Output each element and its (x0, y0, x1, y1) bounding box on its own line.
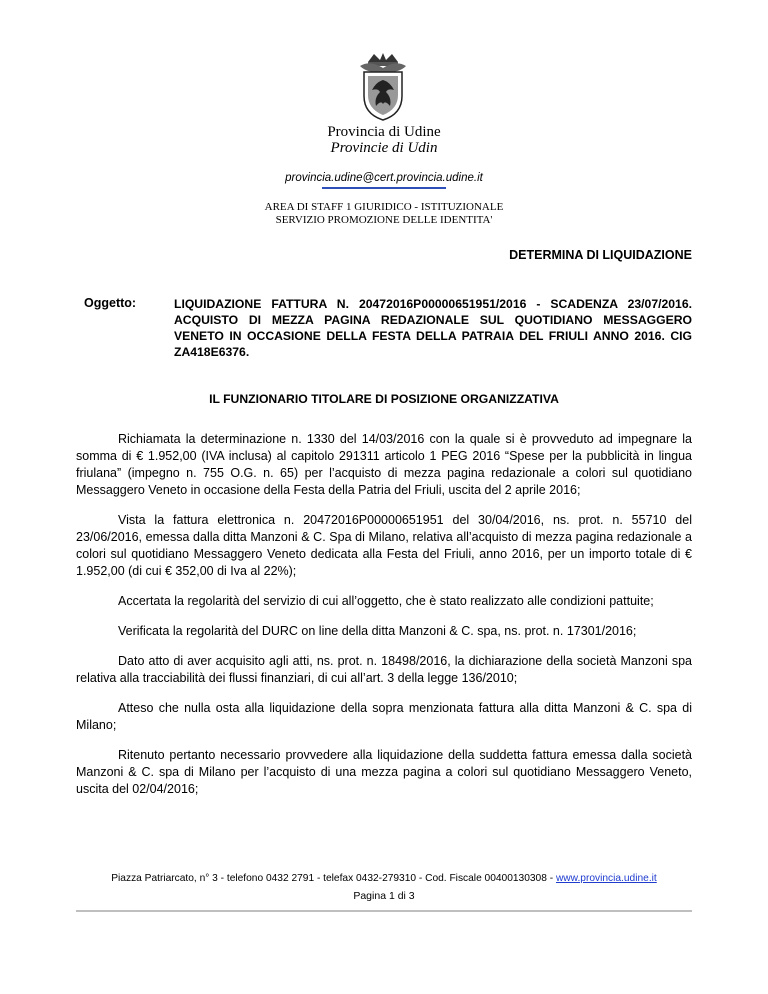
document-body (76, 431, 692, 811)
body-paragraph: Ritenuto pertanto necessario provvedere alla liquidazione della suddetta fattura emessa dalla società Manzoni & C. spa di Milano per l’acquisto di una mezza pagina a colori sul quotidiano Messaggero Veneto, uscita del 02/04/2016; (76, 748, 692, 796)
body-paragraph: Verificata la regolarità del DURC on line della ditta Manzoni & C. spa, ns. prot. n. 17301/2016; (118, 624, 637, 638)
department-line-1: AREA DI STAFF 1 GIURIDICO - ISTITUZIONALE (264, 201, 504, 213)
website-link[interactable]: www.provincia.udine.it (555, 873, 657, 884)
subject-text: LIQUIDAZIONE FATTURA N. 20472016P00000651951/2016 - SCADENZA 23/07/2016. ACQUISTO DI MEZZA PAGINA REDAZIONALE SUL QUOTIDIANO MESSAGGERO VENETO IN OCCASIONE DELLA FESTA DELLA PATRAIA DEL FRIULI ANNO 2016. CIG ZA418E6376. (174, 297, 692, 359)
footer-divider (76, 910, 692, 912)
organization-name: Provincia di Udine (327, 124, 441, 140)
body-paragraph: Vista la fattura elettronica n. 20472016P00000651951 del 30/04/2016, ns. prot. n. 55710 del 23/06/2016, emessa dalla ditta Manzoni & C. Spa di Milano, relativa all’acquisto di mezza pagina redazionale a colori sul quotidiano Messaggero Veneto dedicata alla Festa del Friuli, anno 2016, per un importo totale di € 1.952,00 (di cui € 352,00 di Iva al 22%); (76, 513, 692, 578)
subject-label: Oggetto: (84, 296, 137, 310)
coat-of-arms-icon (350, 52, 416, 122)
footer-address-text: Piazza Patriarcato, n° 3 - telefono 0432 2791 - telefax 0432-279310 - Cod. Fiscale 00400130308 - (111, 873, 556, 884)
document-type: DETERMINA DI LIQUIDAZIONE (509, 248, 692, 262)
footer-address (0, 873, 768, 884)
page-number: Pagina 1 di 3 (353, 890, 415, 902)
official-title: IL FUNZIONARIO TITOLARE DI POSIZIONE ORGANIZZATIVA (209, 392, 559, 406)
header-divider (322, 187, 446, 189)
organization-name-friulian: Provincie di Udin (330, 140, 438, 156)
department-line-2: SERVIZIO PROMOZIONE DELLE IDENTITA' (275, 214, 493, 226)
body-paragraph: Atteso che nulla osta alla liquidazione della sopra menzionata fattura alla ditta Manzoni & C. spa di Milano; (76, 701, 692, 732)
body-paragraph: Dato atto di aver acquisito agli atti, ns. prot. n. 18498/2016, la dichiarazione della società Manzoni spa relativa alla tracciabilità dei flussi finanziari, di cui all’art. 3 della legge 136/2010; (76, 654, 692, 685)
body-paragraph: Richiamata la determinazione n. 1330 del 14/03/2016 con la quale si è provveduto ad impegnare la somma di € 1.952,00 (IVA inclusa) al capitolo 291311 articolo 1 PEG 2016 “Spese per la pubblicità in lingua friulana” (impegno n. 755 O.G. n. 65) per l’acquisto di mezza pagina redazionale a colori sul quotidiano Messaggero Veneto in occasione della Festa della Patria del Friuli, uscita del 2 aprile 2016; (76, 432, 692, 497)
contact-email: provincia.udine@cert.provincia.udine.it (285, 172, 483, 184)
body-paragraph: Accertata la regolarità del servizio di cui all’oggetto, che è stato realizzato alle condizioni pattuite; (118, 594, 654, 608)
